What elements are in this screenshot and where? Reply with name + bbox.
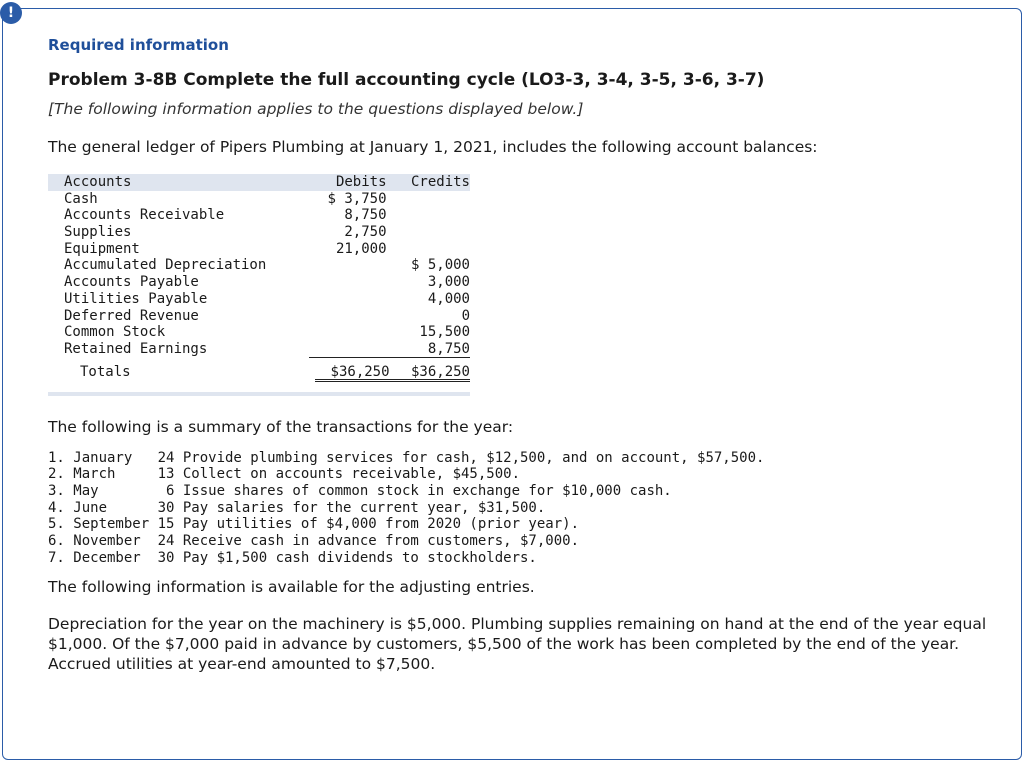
ledger-row (48, 274, 470, 291)
credit-value: $ 5,000 (410, 257, 470, 274)
transaction-item: 6. November 24 Receive cash in advance from customers, $7,000. (48, 533, 580, 549)
account-name: Deferred Revenue (64, 307, 199, 324)
debit-value: $ 3,750 (327, 190, 387, 207)
debit-value: 21,000 (335, 240, 387, 257)
debit-value (309, 324, 386, 341)
transaction-item: 2. March 13 Collect on accounts receivable, $45,500. (48, 466, 521, 483)
ledger-row (48, 207, 470, 224)
summary-intro: The following is a summary of the transactions for the year: (48, 417, 514, 436)
ledger-row (48, 224, 470, 241)
account-name: Cash (64, 190, 98, 207)
debit-value: 2,750 (344, 224, 387, 241)
ledger-row (48, 191, 470, 208)
ledger-row (48, 341, 470, 358)
transaction-list (48, 450, 998, 567)
transaction-item: 7. December 30 Pay $1,500 cash dividends to stockholders. (48, 549, 537, 566)
credit-value: 15,500 (419, 324, 470, 341)
account-name: Equipment (64, 240, 140, 257)
transaction-item: 4. June 30 Pay salaries for the current year, $31,500. (48, 499, 546, 516)
account-name: Accounts Receivable (64, 207, 225, 224)
transaction-item: 3. May 6 Issue shares of common stock in exchange for $10,000 cash. (48, 482, 672, 499)
debit-value (309, 274, 386, 291)
account-name: Common Stock (64, 324, 166, 341)
ledger-row (48, 308, 470, 325)
header-debits: Debits (335, 174, 387, 190)
credit-value: 3,000 (427, 274, 470, 291)
ledger-row (48, 257, 470, 274)
credit-value (387, 191, 470, 208)
adjusting-intro: The following information is available for the adjusting entries. (48, 578, 535, 597)
ledger-row (48, 241, 470, 258)
problem-title: Problem 3-8B Complete the full accounting cycle (LO3-3, 3-4, 3-5, 3-6, 3-7) (48, 70, 765, 90)
debit-value (309, 291, 386, 308)
alert-icon: ! (0, 2, 22, 24)
credit-value: 8,750 (387, 341, 470, 358)
ledger-table (48, 174, 470, 396)
ledger-footer-bar (48, 392, 470, 396)
header-accounts: Accounts (64, 174, 132, 190)
ledger-intro: The general ledger of Pipers Plumbing at January 1, 2021, includes the following account balances: (48, 138, 818, 156)
credit-value (387, 224, 470, 241)
required-info-heading: Required information (48, 36, 229, 54)
debit-value (309, 257, 386, 274)
account-name: Retained Earnings (64, 340, 208, 357)
ledger-row (48, 324, 470, 341)
debit-value: 8,750 (344, 207, 387, 224)
adjusting-details: Depreciation for the year on the machinery is $5,000. Plumbing supplies remaining on hand at the end of the year equal $1,000. Of the $7,000 paid in advance by customers, $5,500 of the work has been completed by the end of the year. Accrued utilities at year-end amounted to $7,500. (48, 615, 987, 674)
debit-value (309, 308, 386, 325)
account-name: Accounts Payable (64, 274, 199, 291)
credit-value (387, 241, 470, 258)
transaction-item: 1. January 24 Provide plumbing services for cash, $12,500, and on account, $57,500. (48, 449, 765, 466)
header-credits: Credits (410, 174, 470, 190)
ledger-totals-row (48, 362, 470, 382)
totals-debit: $36,250 (315, 362, 389, 382)
info-note: [The following information applies to the questions displayed below.] (48, 100, 584, 118)
ledger-header-row (48, 174, 470, 191)
totals-label: Totals (80, 363, 131, 380)
account-name: Utilities Payable (64, 290, 208, 307)
question-content (48, 36, 998, 674)
ledger-row (48, 291, 470, 308)
credit-value: 4,000 (427, 290, 470, 307)
totals-credit: $36,250 (390, 362, 470, 382)
credit-value: 0 (461, 307, 470, 324)
debit-value (309, 341, 386, 358)
transaction-item: 5. September 15 Pay utilities of $4,000 from 2020 (prior year). (48, 516, 580, 533)
account-name: Accumulated Depreciation (64, 257, 267, 274)
credit-value (387, 207, 470, 224)
account-name: Supplies (64, 224, 132, 241)
